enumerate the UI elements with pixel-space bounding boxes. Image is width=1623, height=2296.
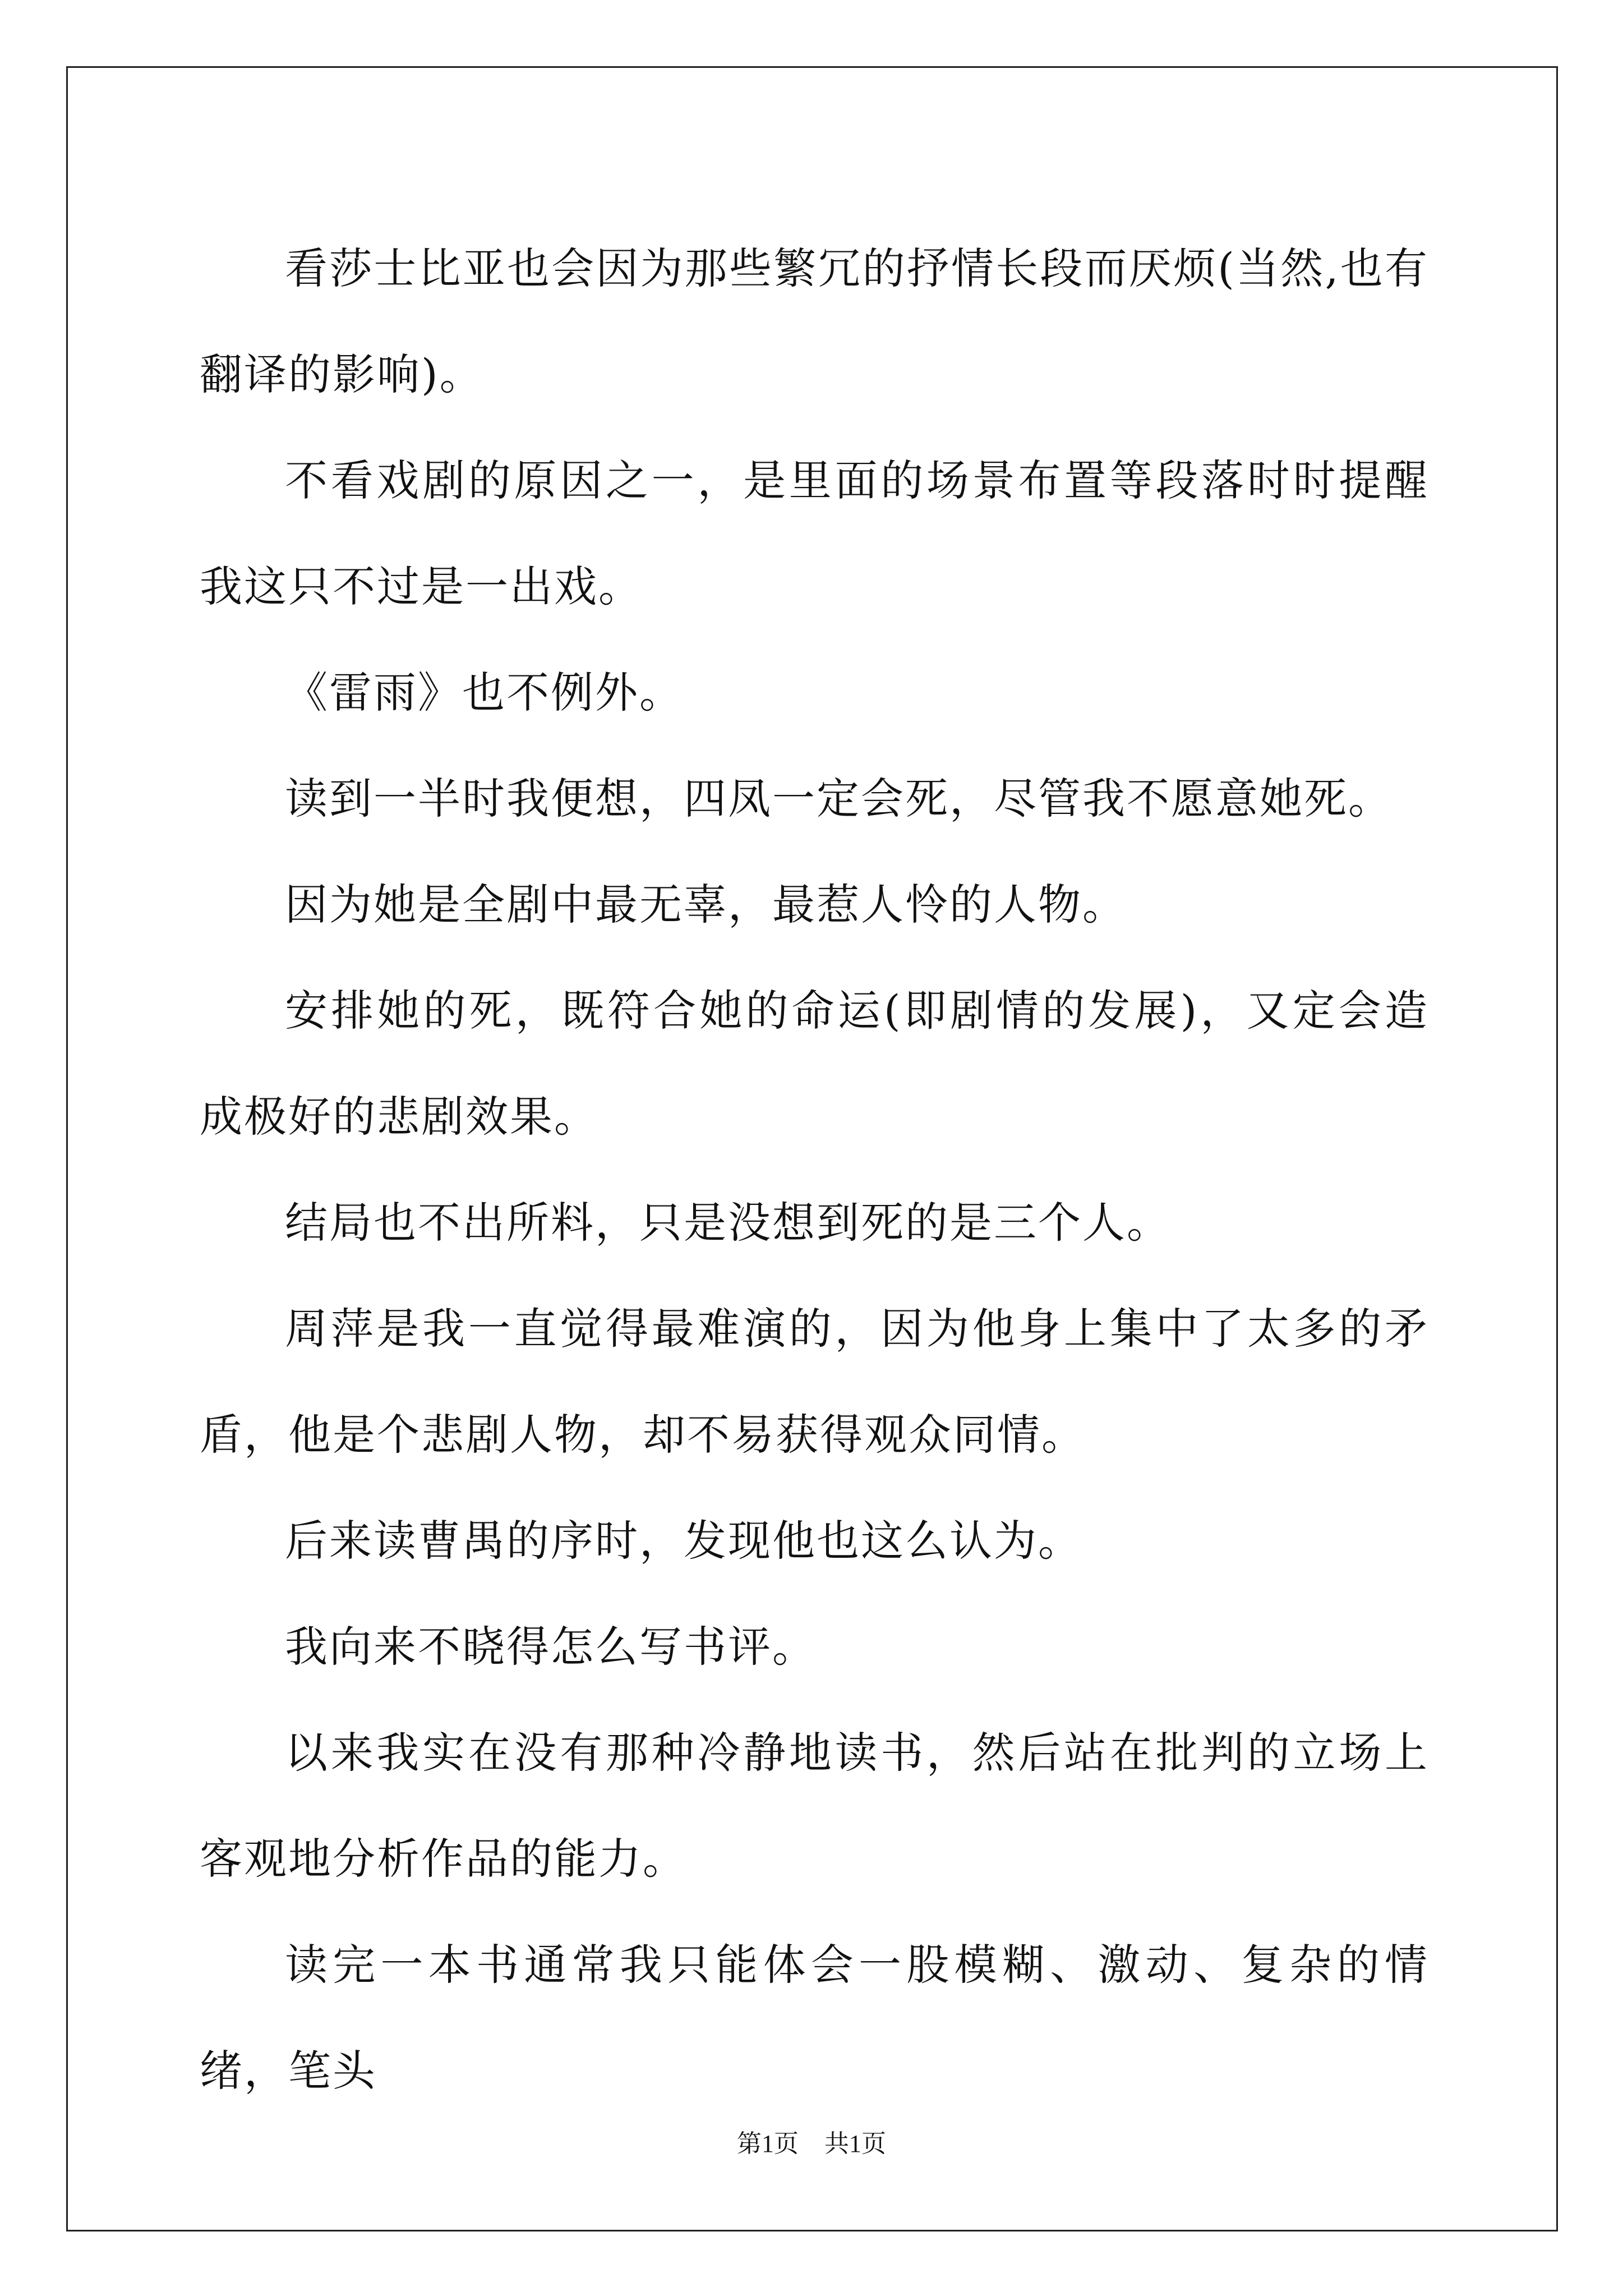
paragraph-8: 周萍是我一直觉得最难演的，因为他身上集中了太多的矛盾，他是个悲剧人物，却不易获得观众同情。 xyxy=(200,1304,1429,1460)
paragraph-6: 安排她的死，既符合她的命运(即剧情的发展)，又定会造成极好的悲剧效果。 xyxy=(200,986,1429,1142)
paragraph-7: 结局也不出所料，只是没想到死的是三个人。 xyxy=(285,1198,1171,1248)
paragraph-2: 不看戏剧的原因之一，是里面的场景布置等段落时时提醒我这只不过是一出戏。 xyxy=(200,455,1429,611)
total-pages-label: 共1页 xyxy=(824,2130,886,2157)
paragraph-4: 读到一半时我便想，四凤一定会死，尽管我不愿意她死。 xyxy=(285,774,1393,823)
paragraph-11: 以来我实在没有那种冷静地读书，然后站在批判的立场上客观地分析作品的能力。 xyxy=(200,1728,1429,1884)
paragraph-12: 读完一本书通常我只能体会一股模糊、激动、复杂的情绪，笔头 xyxy=(200,1940,1429,2096)
document-body xyxy=(200,215,1429,2124)
current-page-label: 第1页 xyxy=(737,2130,799,2157)
page-footer xyxy=(0,2127,1623,2161)
paragraph-5: 因为她是全剧中最无辜，最惹人怜的人物。 xyxy=(285,880,1127,930)
paragraph-9: 后来读曹禺的序时，发现他也这么认为。 xyxy=(285,1516,1082,1566)
paragraph-10: 我向来不晓得怎么写书评。 xyxy=(285,1622,817,1672)
paragraph-3: 《雷雨》也不例外。 xyxy=(285,668,684,717)
paragraph-1: 看莎士比亚也会因为那些繁冗的抒情长段而厌烦(当然,也有翻译的影响)。 xyxy=(200,243,1429,399)
